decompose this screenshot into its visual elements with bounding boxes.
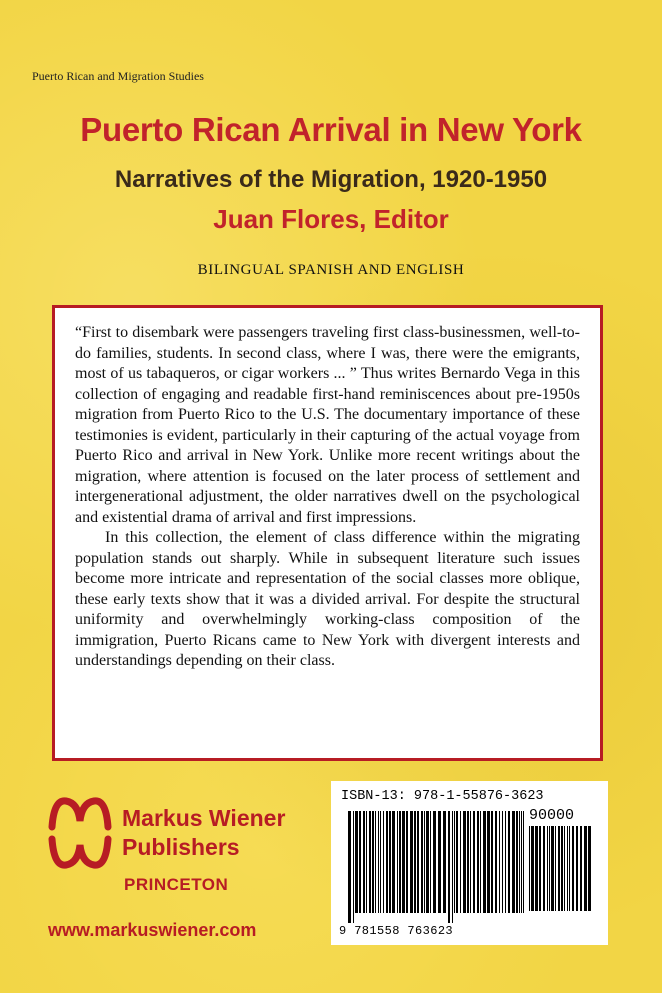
barcode-bar [426,811,429,913]
barcode-bar [438,811,441,913]
barcode-bar [369,811,371,913]
barcode-bar [397,811,398,913]
barcode-bar [402,811,405,913]
barcode-bar [359,811,361,913]
barcode-bar [421,811,423,913]
barcode-bar [456,811,458,913]
barcode-bar [487,811,490,913]
barcode-bar [567,826,568,911]
barcode-bar [353,811,354,923]
barcode-bar [483,811,486,913]
ean-barcode [348,811,526,923]
barcode-bar [508,811,510,913]
barcode-bar [467,811,469,913]
barcode-bar [355,811,358,913]
blurb-paragraph-2: In this collection, the element of class difference within the migrating population stands out sharply. While in subsequent literature such issues become more intricate and representation of the social classes more oblique, these early texts show that it was a divided arrival. For despite the structural uniformity and overwhelmingly working-class composition of the immigration, Puerto Ricans came to New York with divergent interests and understandings depending on their class. [75,529,580,669]
series-label: Puerto Rican and Migration Studies [32,69,204,83]
barcode-bar [366,811,367,913]
barcode-bar [521,811,522,913]
isbn-label: ISBN-13: 978-1-55876-3623 [341,789,544,804]
barcode-bar [555,826,556,911]
barcode-bar [452,811,453,923]
barcode-bar [529,826,530,911]
barcode-bar [505,811,506,913]
book-title: Puerto Rican Arrival in New York [80,111,582,148]
barcode-bar [561,826,563,911]
editor-credit: Juan Flores, Editor [213,204,449,234]
barcode-bar [543,826,545,911]
barcode-bar [389,811,391,913]
barcode-bar [470,811,471,913]
barcode-bar [386,811,388,913]
mw-monogram-icon [48,793,112,873]
barcode-bar [551,826,554,911]
barcode-bar [454,811,455,913]
barcode-bar [443,811,446,913]
blurb-paragraph-1: “First to disembark were passengers traveling first class-businessmen, well-to-do families, students. In second class, where I was, there were the emigrants, most of us tabaqueros, or cigar workers ... ” Thus writes Bernardo Vega in this collection of engaging and readable first-hand reminiscences about pre-1950s migration from Puerto Rico to the U.S. The documentary importance of these testimonies is evident, particularly in their capturing of the actual voyage from Puerto Rico and arrival in New York. Unlike more recent writings about the migration, where attention is focused on the later process of settlement and intergenerational adjustment, the older narratives dwell on the psychological and existential drama of arrival and first impressions. [75,324,580,526]
publisher-city: PRINCETON [124,875,229,894]
barcode-bar [580,826,582,911]
barcode-bar [363,811,365,913]
barcode-bar [348,811,351,923]
barcode-bar [383,811,384,913]
barcode-bar [495,811,497,913]
barcode-bar [576,826,578,911]
barcode-bar [460,811,461,913]
barcode-bar [516,811,518,913]
publisher-name-line-2: Publishers [122,834,240,860]
barcode-bar [463,811,466,913]
blurb-box [52,305,603,761]
barcode-panel [331,781,608,945]
barcode-bar [372,811,374,913]
barcode-bar [392,811,395,913]
barcode-bar [414,811,416,913]
publisher-name [122,804,285,862]
barcode-bar [558,826,560,911]
barcode-bar [564,826,565,911]
barcode-bar [480,811,481,913]
barcode-bar [410,811,413,913]
barcode-bar [417,811,419,913]
barcode-bar [523,811,524,913]
barcode-bar [584,826,587,911]
barcode-bar [539,826,541,911]
publisher-name-line-1: Markus Wiener [122,805,286,831]
barcode-bar [399,811,401,913]
barcode-bar [572,826,574,911]
barcode-bar [499,811,500,913]
barcode-bar [569,826,570,911]
ean-digits: 9 781558 763623 [339,924,454,938]
barcode-bar [547,826,548,911]
barcode-bar [473,811,475,913]
barcode-bar [519,811,520,913]
barcode-bar [549,826,550,911]
barcode-bar [502,811,503,913]
barcode-bar [375,811,376,913]
barcode-bar [535,826,538,911]
barcode-bar [430,811,431,913]
barcode-bar [588,826,591,911]
barcode-bar [491,811,493,913]
barcode-bar [531,826,534,911]
barcode-bar [448,811,450,923]
barcode-bar [512,811,515,913]
barcode-bar [424,811,425,913]
barcode-bar [378,811,379,913]
price-addon-barcode [529,826,593,921]
barcode-bar [406,811,408,913]
barcode-bar [477,811,479,913]
book-subtitle: Narratives of the Migration, 1920-1950 [114,166,548,193]
price-code: 90000 [529,807,575,824]
language-note: BILINGUAL SPANISH AND ENGLISH [197,262,465,278]
publisher-website: www.markuswiener.com [48,920,257,940]
barcode-bar [380,811,381,913]
barcode-bar [433,811,436,913]
